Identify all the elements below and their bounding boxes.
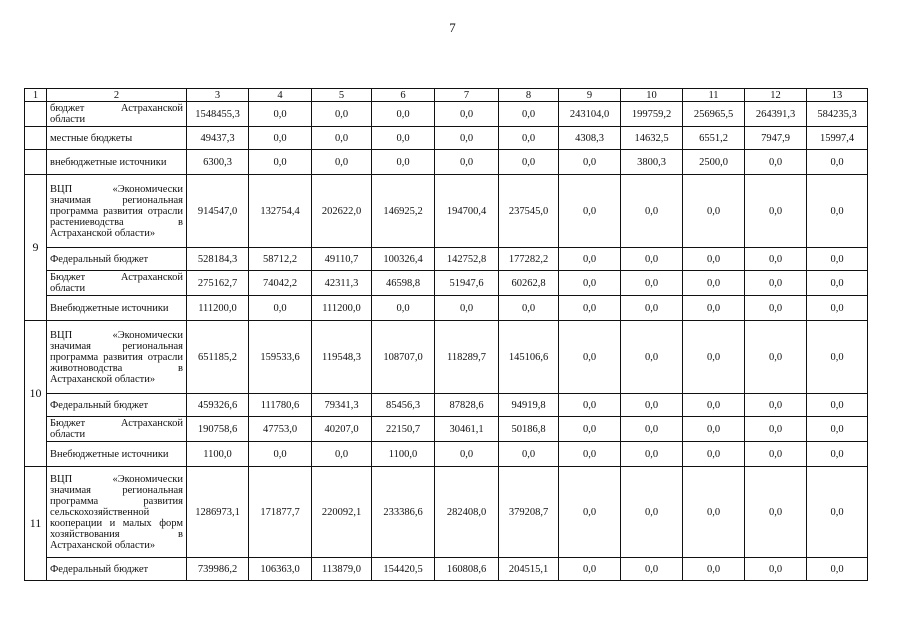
column-header: 8 <box>499 89 559 102</box>
value-cell: 87828,6 <box>435 394 499 417</box>
value-cell: 0,0 <box>499 102 559 127</box>
row-name-cell: Внебюджетные источники <box>47 296 187 321</box>
value-cell: 100326,4 <box>372 248 435 271</box>
value-cell: 106363,0 <box>249 558 312 581</box>
value-cell: 0,0 <box>683 467 745 558</box>
value-cell: 0,0 <box>745 271 807 296</box>
value-cell: 0,0 <box>745 150 807 175</box>
value-cell: 651185,2 <box>187 321 249 394</box>
value-cell: 459326,6 <box>187 394 249 417</box>
value-cell: 0,0 <box>745 467 807 558</box>
value-cell: 0,0 <box>621 248 683 271</box>
value-cell: 0,0 <box>559 150 621 175</box>
row-name-cell: ВЦП «Экономически значимая региональная программа развития отрасли растениеводства в Астраханской области» <box>47 175 187 248</box>
value-cell: 7947,9 <box>745 127 807 150</box>
value-cell: 0,0 <box>435 150 499 175</box>
value-cell: 0,0 <box>372 102 435 127</box>
value-cell: 0,0 <box>559 467 621 558</box>
column-header: 10 <box>621 89 683 102</box>
value-cell: 108707,0 <box>372 321 435 394</box>
value-cell: 528184,3 <box>187 248 249 271</box>
column-header: 4 <box>249 89 312 102</box>
value-cell: 739986,2 <box>187 558 249 581</box>
value-cell: 0,0 <box>807 558 868 581</box>
table-row <box>25 102 868 127</box>
value-cell: 0,0 <box>559 271 621 296</box>
row-name-cell: ВЦП «Экономически значимая региональная программа развития отрасли животноводства в Астраханской области» <box>47 321 187 394</box>
value-cell: 0,0 <box>372 150 435 175</box>
value-cell: 30461,1 <box>435 417 499 442</box>
value-cell: 0,0 <box>499 150 559 175</box>
row-name-cell: ВЦП «Экономически значимая региональная программа развития сельскохозяйственной кооперации и малых форм хозяйствования в Астраханской области» <box>47 467 187 558</box>
value-cell: 3800,3 <box>621 150 683 175</box>
table-body <box>25 102 868 581</box>
value-cell: 0,0 <box>683 296 745 321</box>
value-cell: 60262,8 <box>499 271 559 296</box>
value-cell: 0,0 <box>807 271 868 296</box>
value-cell: 0,0 <box>807 442 868 467</box>
value-cell: 42311,3 <box>312 271 372 296</box>
table-row <box>25 417 868 442</box>
value-cell: 0,0 <box>621 296 683 321</box>
row-index-cell <box>25 150 47 175</box>
value-cell: 51947,6 <box>435 271 499 296</box>
value-cell: 0,0 <box>372 127 435 150</box>
value-cell: 0,0 <box>621 321 683 394</box>
value-cell: 282408,0 <box>435 467 499 558</box>
value-cell: 0,0 <box>683 394 745 417</box>
table-row <box>25 321 868 394</box>
value-cell: 194700,4 <box>435 175 499 248</box>
row-name-cell: Бюджет Астраханской области <box>47 417 187 442</box>
value-cell: 0,0 <box>559 442 621 467</box>
value-cell: 0,0 <box>499 127 559 150</box>
value-cell: 0,0 <box>249 296 312 321</box>
value-cell: 204515,1 <box>499 558 559 581</box>
value-cell: 113879,0 <box>312 558 372 581</box>
value-cell: 0,0 <box>683 558 745 581</box>
value-cell: 199759,2 <box>621 102 683 127</box>
value-cell: 132754,4 <box>249 175 312 248</box>
value-cell: 74042,2 <box>249 271 312 296</box>
value-cell: 0,0 <box>621 271 683 296</box>
value-cell: 14632,5 <box>621 127 683 150</box>
value-cell: 1100,0 <box>187 442 249 467</box>
column-header: 5 <box>312 89 372 102</box>
value-cell: 142752,8 <box>435 248 499 271</box>
value-cell: 0,0 <box>807 175 868 248</box>
value-cell: 0,0 <box>312 127 372 150</box>
value-cell: 111200,0 <box>312 296 372 321</box>
value-cell: 146925,2 <box>372 175 435 248</box>
value-cell: 15997,4 <box>807 127 868 150</box>
row-name-cell: местные бюджеты <box>47 127 187 150</box>
value-cell: 379208,7 <box>499 467 559 558</box>
page-number: 7 <box>449 20 456 35</box>
value-cell: 58712,2 <box>249 248 312 271</box>
value-cell: 190758,6 <box>187 417 249 442</box>
value-cell: 160808,6 <box>435 558 499 581</box>
value-cell: 79341,3 <box>312 394 372 417</box>
value-cell: 0,0 <box>249 442 312 467</box>
value-cell: 94919,8 <box>499 394 559 417</box>
value-cell: 22150,7 <box>372 417 435 442</box>
value-cell: 233386,6 <box>372 467 435 558</box>
value-cell: 0,0 <box>745 417 807 442</box>
value-cell: 111200,0 <box>187 296 249 321</box>
value-cell: 0,0 <box>559 321 621 394</box>
value-cell: 145106,6 <box>499 321 559 394</box>
value-cell: 0,0 <box>312 150 372 175</box>
value-cell: 0,0 <box>683 442 745 467</box>
value-cell: 0,0 <box>745 442 807 467</box>
value-cell: 1286973,1 <box>187 467 249 558</box>
value-cell: 4308,3 <box>559 127 621 150</box>
table-row <box>25 558 868 581</box>
value-cell: 2500,0 <box>683 150 745 175</box>
value-cell: 202622,0 <box>312 175 372 248</box>
value-cell: 6300,3 <box>187 150 249 175</box>
column-header: 6 <box>372 89 435 102</box>
value-cell: 0,0 <box>559 175 621 248</box>
row-index-cell: 11 <box>25 467 47 581</box>
value-cell: 0,0 <box>807 394 868 417</box>
value-cell: 0,0 <box>435 296 499 321</box>
value-cell: 0,0 <box>745 558 807 581</box>
value-cell: 0,0 <box>745 394 807 417</box>
value-cell: 6551,2 <box>683 127 745 150</box>
table-row <box>25 271 868 296</box>
value-cell: 0,0 <box>499 442 559 467</box>
value-cell: 0,0 <box>807 248 868 271</box>
value-cell: 0,0 <box>745 248 807 271</box>
value-cell: 40207,0 <box>312 417 372 442</box>
budget-table <box>24 88 868 581</box>
value-cell: 0,0 <box>372 296 435 321</box>
table-row <box>25 248 868 271</box>
value-cell: 85456,3 <box>372 394 435 417</box>
column-header: 7 <box>435 89 499 102</box>
value-cell: 0,0 <box>683 248 745 271</box>
value-cell: 177282,2 <box>499 248 559 271</box>
value-cell: 0,0 <box>745 296 807 321</box>
row-name-cell: Федеральный бюджет <box>47 558 187 581</box>
column-header: 3 <box>187 89 249 102</box>
value-cell: 0,0 <box>499 296 559 321</box>
value-cell: 0,0 <box>683 175 745 248</box>
table-row <box>25 467 868 558</box>
value-cell: 0,0 <box>559 296 621 321</box>
column-header: 12 <box>745 89 807 102</box>
value-cell: 0,0 <box>807 296 868 321</box>
value-cell: 0,0 <box>621 558 683 581</box>
value-cell: 0,0 <box>435 127 499 150</box>
value-cell: 0,0 <box>807 417 868 442</box>
value-cell: 0,0 <box>807 321 868 394</box>
value-cell: 237545,0 <box>499 175 559 248</box>
header-row <box>25 89 868 102</box>
value-cell: 0,0 <box>683 417 745 442</box>
row-index-cell <box>25 127 47 150</box>
value-cell: 0,0 <box>559 417 621 442</box>
value-cell: 111780,6 <box>249 394 312 417</box>
value-cell: 49437,3 <box>187 127 249 150</box>
value-cell: 220092,1 <box>312 467 372 558</box>
value-cell: 46598,8 <box>372 271 435 296</box>
value-cell: 0,0 <box>559 248 621 271</box>
column-header: 2 <box>47 89 187 102</box>
value-cell: 0,0 <box>559 558 621 581</box>
value-cell: 0,0 <box>249 150 312 175</box>
value-cell: 0,0 <box>807 150 868 175</box>
value-cell: 264391,3 <box>745 102 807 127</box>
value-cell: 0,0 <box>621 467 683 558</box>
value-cell: 0,0 <box>621 442 683 467</box>
value-cell: 584235,3 <box>807 102 868 127</box>
column-header: 9 <box>559 89 621 102</box>
row-name-cell: Бюджет Астраханской области <box>47 271 187 296</box>
value-cell: 118289,7 <box>435 321 499 394</box>
row-name-cell: Внебюджетные источники <box>47 442 187 467</box>
value-cell: 0,0 <box>621 394 683 417</box>
value-cell: 159533,6 <box>249 321 312 394</box>
column-header: 11 <box>683 89 745 102</box>
value-cell: 154420,5 <box>372 558 435 581</box>
value-cell: 0,0 <box>249 102 312 127</box>
value-cell: 243104,0 <box>559 102 621 127</box>
value-cell: 0,0 <box>621 417 683 442</box>
value-cell: 0,0 <box>621 175 683 248</box>
value-cell: 256965,5 <box>683 102 745 127</box>
column-header: 1 <box>25 89 47 102</box>
value-cell: 275162,7 <box>187 271 249 296</box>
table-row <box>25 394 868 417</box>
value-cell: 914547,0 <box>187 175 249 248</box>
row-index-cell: 10 <box>25 321 47 467</box>
value-cell: 0,0 <box>683 271 745 296</box>
row-index-cell: 9 <box>25 175 47 321</box>
table-row <box>25 127 868 150</box>
row-name-cell: бюджет Астраханской области <box>47 102 187 127</box>
row-name-cell: Федеральный бюджет <box>47 394 187 417</box>
row-index-cell <box>25 102 47 127</box>
value-cell: 0,0 <box>559 394 621 417</box>
value-cell: 50186,8 <box>499 417 559 442</box>
value-cell: 0,0 <box>249 127 312 150</box>
value-cell: 0,0 <box>745 175 807 248</box>
value-cell: 47753,0 <box>249 417 312 442</box>
value-cell: 0,0 <box>745 321 807 394</box>
value-cell: 171877,7 <box>249 467 312 558</box>
value-cell: 0,0 <box>807 467 868 558</box>
table-row <box>25 150 868 175</box>
row-name-cell: внебюджетные источники <box>47 150 187 175</box>
value-cell: 1548455,3 <box>187 102 249 127</box>
value-cell: 0,0 <box>435 442 499 467</box>
value-cell: 0,0 <box>312 442 372 467</box>
row-name-cell: Федеральный бюджет <box>47 248 187 271</box>
column-header: 13 <box>807 89 868 102</box>
table-row <box>25 442 868 467</box>
table-row <box>25 175 868 248</box>
value-cell: 0,0 <box>312 102 372 127</box>
value-cell: 1100,0 <box>372 442 435 467</box>
value-cell: 119548,3 <box>312 321 372 394</box>
value-cell: 0,0 <box>683 321 745 394</box>
table-row <box>25 296 868 321</box>
value-cell: 49110,7 <box>312 248 372 271</box>
value-cell: 0,0 <box>435 102 499 127</box>
